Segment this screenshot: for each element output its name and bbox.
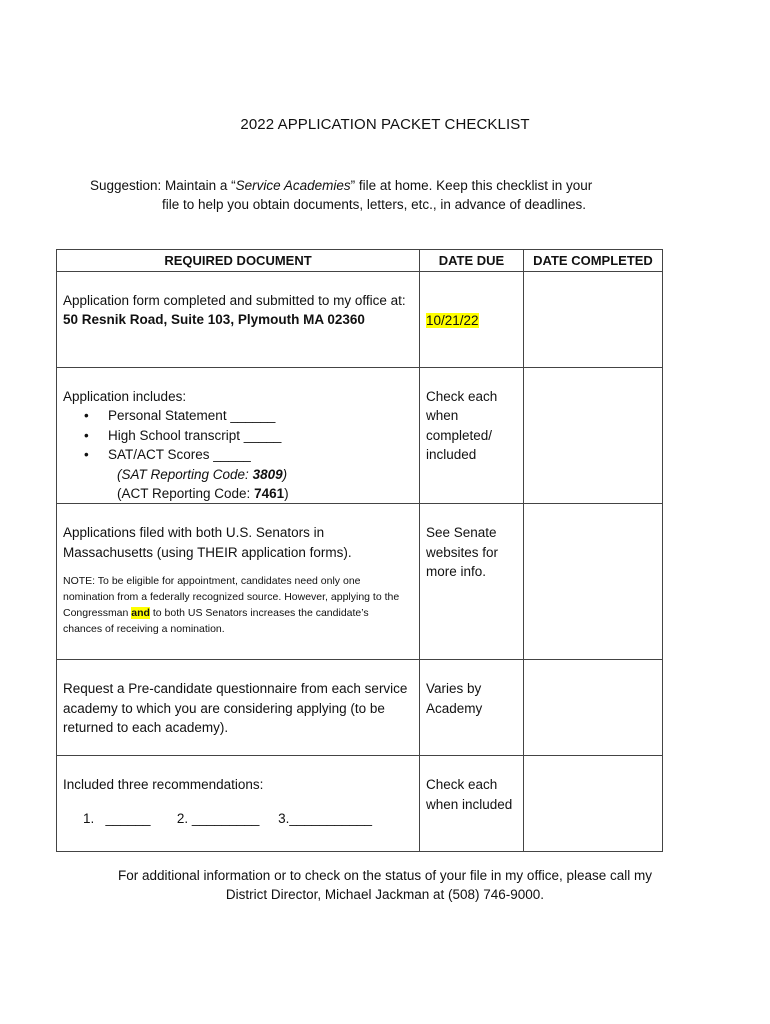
application-items-list bbox=[63, 406, 413, 464]
suggestion-suffix: ” file at home. Keep this checklist in your bbox=[350, 178, 593, 193]
suggestion-prefix: Suggestion: Maintain a “ bbox=[90, 178, 236, 193]
header-required-document: REQUIRED DOCUMENT bbox=[57, 250, 420, 272]
list-item: • SAT/ACT Scores _____ bbox=[108, 445, 413, 464]
due-cell bbox=[420, 368, 524, 504]
footer-contact bbox=[0, 866, 770, 904]
row3-text: Applications filed with both U.S. Senators in Massachusetts (using THEIR application forms). bbox=[63, 525, 352, 560]
page-title: 2022 APPLICATION PACKET CHECKLIST bbox=[240, 116, 530, 133]
table-row bbox=[57, 756, 663, 852]
completed-cell[interactable] bbox=[524, 756, 663, 852]
table-row bbox=[57, 368, 663, 504]
suggestion-text bbox=[90, 176, 650, 214]
completed-cell[interactable] bbox=[524, 272, 663, 368]
sat-code-line: (SAT Reporting Code: 3809) bbox=[117, 466, 288, 482]
due-cell bbox=[420, 504, 524, 660]
footer-line1: For additional information or to check on the status of your file in my office, please call my bbox=[117, 868, 652, 883]
footer-line2: District Director, Michael Jackman at (508) 746-9000. bbox=[225, 887, 545, 902]
act-code: 7461 bbox=[254, 486, 285, 502]
document-cell bbox=[57, 756, 420, 852]
list-item: • Personal Statement ______ bbox=[108, 406, 413, 425]
row2-intro: Application includes: bbox=[63, 389, 187, 404]
list-item: • High School transcript _____ bbox=[108, 426, 413, 445]
act-code-line: (ACT Reporting Code: 7461) bbox=[117, 486, 289, 502]
completed-cell[interactable] bbox=[524, 660, 663, 756]
row4-due: Varies by Academy bbox=[426, 681, 483, 716]
recommendation-blanks: 1. ______ 2. _________ 3.___________ bbox=[83, 810, 372, 826]
document-cell bbox=[57, 504, 420, 660]
header-date-completed: DATE COMPLETED bbox=[524, 250, 663, 272]
row5-text: Included three recommendations: bbox=[63, 777, 264, 793]
nomination-note: NOTE: To be eligible for appointment, candidates need only one nomination from a federally recognized source. However, applying to the Congressman and to both US Senators increases the candidate’s chances of receiving a nomination. bbox=[63, 575, 400, 636]
suggestion-italic: Service Academies bbox=[235, 178, 351, 193]
sat-code: 3809 bbox=[252, 466, 283, 482]
row3-due: See Senate websites for more info. bbox=[426, 525, 499, 580]
due-cell bbox=[420, 660, 524, 756]
checklist-table bbox=[56, 249, 663, 852]
due-cell bbox=[420, 272, 524, 368]
note-highlight: and bbox=[131, 607, 150, 620]
completed-cell[interactable] bbox=[524, 504, 663, 660]
office-address: 50 Resnik Road, Suite 103, Plymouth MA 02360 bbox=[63, 312, 365, 328]
table-row bbox=[57, 504, 663, 660]
due-date-highlight: 10/21/22 bbox=[426, 313, 479, 328]
completed-cell[interactable] bbox=[524, 368, 663, 504]
document-cell bbox=[57, 272, 420, 368]
document-cell bbox=[57, 660, 420, 756]
row1-text: Application form completed and submitted to my office at: bbox=[63, 293, 406, 308]
table-header-row bbox=[57, 250, 663, 272]
document-cell bbox=[57, 368, 420, 504]
suggestion-line2: file to help you obtain documents, letters, etc., in advance of deadlines. bbox=[162, 197, 587, 212]
row4-text: Request a Pre-candidate questionnaire from each service academy to which you are considering applying (to be returned to each academy). bbox=[63, 681, 408, 736]
header-date-due: DATE DUE bbox=[420, 250, 524, 272]
table-row bbox=[57, 272, 663, 368]
due-cell bbox=[420, 756, 524, 852]
row2-due: Check each when completed/ included bbox=[426, 389, 498, 463]
table-row bbox=[57, 660, 663, 756]
row5-due: Check each when included bbox=[426, 777, 513, 812]
